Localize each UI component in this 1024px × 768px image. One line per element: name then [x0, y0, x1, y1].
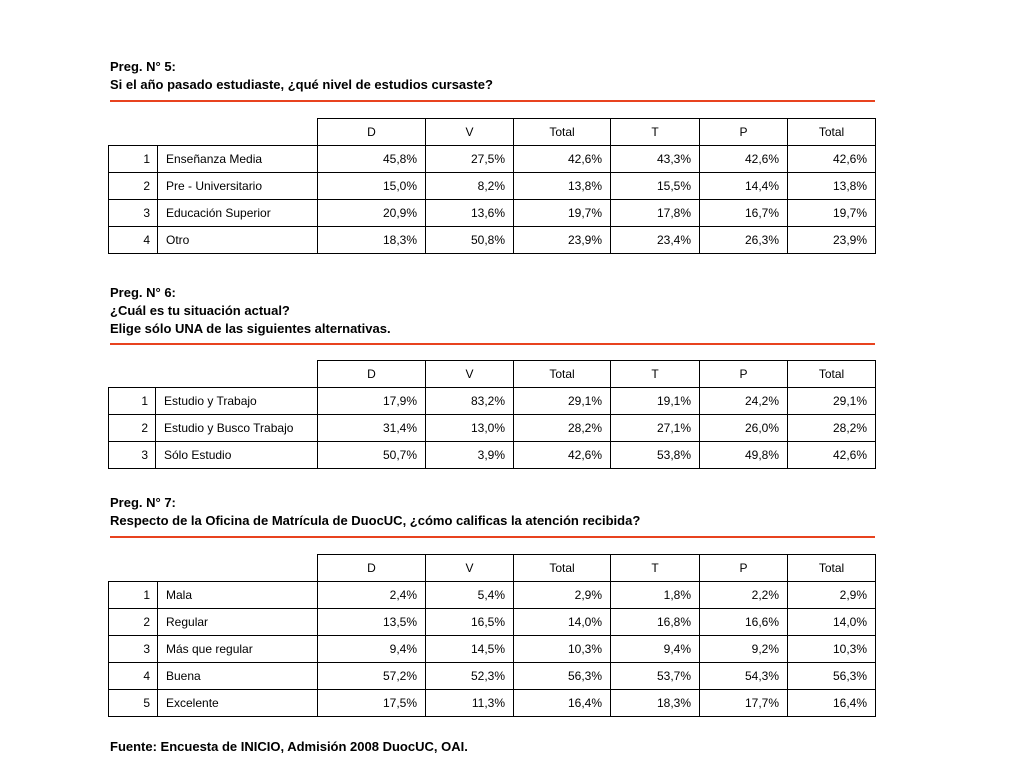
q6-col-header: Total [788, 361, 876, 388]
table-cell: 17,8% [611, 200, 700, 227]
table-cell: 13,5% [318, 609, 426, 636]
table-cell: 16,4% [514, 690, 611, 717]
q5-col-header: Total [514, 119, 611, 146]
table-row [109, 388, 876, 415]
table-cell: 56,3% [788, 663, 876, 690]
table-cell: 49,8% [700, 442, 788, 469]
row-label: Pre - Universitario [158, 173, 318, 200]
table-cell: 23,9% [514, 227, 611, 254]
table-cell: 10,3% [514, 636, 611, 663]
table-cell: 2,9% [788, 582, 876, 609]
q5-col-header: D [318, 119, 426, 146]
q6-header-blank [109, 361, 318, 388]
q6-col-header: Total [514, 361, 611, 388]
table-cell: 56,3% [514, 663, 611, 690]
table-cell: 13,6% [426, 200, 514, 227]
q6-rule [110, 343, 875, 345]
table-cell: 27,1% [611, 415, 700, 442]
q5-rule [110, 100, 875, 102]
table-row [109, 227, 876, 254]
table-cell: 16,6% [700, 609, 788, 636]
table-cell: 2,2% [700, 582, 788, 609]
q6-title-line1: Preg. N° 6: [110, 285, 176, 300]
table-cell: 14,5% [426, 636, 514, 663]
table-cell: 14,0% [788, 609, 876, 636]
row-label: Estudio y Busco Trabajo [156, 415, 318, 442]
table-cell: 5,4% [426, 582, 514, 609]
table-cell: 52,3% [426, 663, 514, 690]
q6-title-line2: ¿Cuál es tu situación actual? [110, 303, 290, 318]
q7-header-row [109, 555, 876, 582]
table-cell: 19,7% [514, 200, 611, 227]
table-cell: 53,8% [611, 442, 700, 469]
table-cell: 10,3% [788, 636, 876, 663]
table-cell: 17,5% [318, 690, 426, 717]
table-cell: 42,6% [514, 442, 611, 469]
table-cell: 18,3% [318, 227, 426, 254]
row-number: 4 [109, 663, 158, 690]
row-label: Estudio y Trabajo [156, 388, 318, 415]
row-label: Regular [158, 609, 318, 636]
row-label: Buena [158, 663, 318, 690]
q5-header-row [109, 119, 876, 146]
table-row [109, 173, 876, 200]
table-cell: 83,2% [426, 388, 514, 415]
table-cell: 24,2% [700, 388, 788, 415]
q6-title-line3: Elige sólo UNA de las siguientes alternativas. [110, 321, 391, 336]
q5-table [108, 118, 876, 254]
table-cell: 26,0% [700, 415, 788, 442]
row-number: 3 [109, 442, 156, 469]
table-cell: 11,3% [426, 690, 514, 717]
row-label: Otro [158, 227, 318, 254]
table-cell: 15,5% [611, 173, 700, 200]
table-cell: 9,4% [611, 636, 700, 663]
q6-title [110, 284, 391, 338]
table-cell: 53,7% [611, 663, 700, 690]
row-number: 5 [109, 690, 158, 717]
table-cell: 29,1% [788, 388, 876, 415]
table-row [109, 415, 876, 442]
row-number: 3 [109, 636, 158, 663]
table-row [109, 609, 876, 636]
table-cell: 17,7% [700, 690, 788, 717]
table-cell: 17,9% [318, 388, 426, 415]
q7-rule [110, 536, 875, 538]
table-cell: 3,9% [426, 442, 514, 469]
table-cell: 14,4% [700, 173, 788, 200]
table-cell: 45,8% [318, 146, 426, 173]
q6-col-header: V [426, 361, 514, 388]
table-cell: 15,0% [318, 173, 426, 200]
q6-col-header: D [318, 361, 426, 388]
q6-table [108, 360, 876, 469]
q7-table [108, 554, 876, 717]
table-cell: 50,8% [426, 227, 514, 254]
row-label: Educación Superior [158, 200, 318, 227]
table-row [109, 200, 876, 227]
table-cell: 13,8% [514, 173, 611, 200]
table-cell: 27,5% [426, 146, 514, 173]
q7-col-header: V [426, 555, 514, 582]
table-cell: 18,3% [611, 690, 700, 717]
q5-header-blank [109, 119, 318, 146]
table-cell: 13,8% [788, 173, 876, 200]
row-label: Más que regular [158, 636, 318, 663]
q7-col-header: Total [514, 555, 611, 582]
table-cell: 2,9% [514, 582, 611, 609]
q7-title-line2: Respecto de la Oficina de Matrícula de DuocUC, ¿cómo calificas la atención recibida? [110, 513, 641, 528]
table-cell: 31,4% [318, 415, 426, 442]
table-cell: 19,1% [611, 388, 700, 415]
q7-col-header: Total [788, 555, 876, 582]
q6-col-header: P [700, 361, 788, 388]
table-cell: 9,2% [700, 636, 788, 663]
q7-title [110, 494, 640, 530]
table-cell: 43,3% [611, 146, 700, 173]
row-number: 2 [109, 609, 158, 636]
q5-title-line2: Si el año pasado estudiaste, ¿qué nivel de estudios cursaste? [110, 77, 493, 92]
row-number: 1 [109, 388, 156, 415]
table-cell: 16,7% [700, 200, 788, 227]
table-cell: 28,2% [788, 415, 876, 442]
row-number: 4 [109, 227, 158, 254]
q5-title-line1: Preg. N° 5: [110, 59, 176, 74]
source-footnote: Fuente: Encuesta de INICIO, Admisión 2008 DuocUC, OAI. [110, 739, 468, 754]
table-cell: 13,0% [426, 415, 514, 442]
row-label: Excelente [158, 690, 318, 717]
q5-col-header: T [611, 119, 700, 146]
table-cell: 1,8% [611, 582, 700, 609]
q7-col-header: T [611, 555, 700, 582]
q7-col-header: P [700, 555, 788, 582]
table-cell: 8,2% [426, 173, 514, 200]
row-number: 1 [109, 146, 158, 173]
table-row [109, 663, 876, 690]
q6-header-row [109, 361, 876, 388]
table-cell: 9,4% [318, 636, 426, 663]
q5-col-header: Total [788, 119, 876, 146]
row-label: Mala [158, 582, 318, 609]
q7-title-line1: Preg. N° 7: [110, 495, 176, 510]
table-cell: 42,6% [514, 146, 611, 173]
table-cell: 28,2% [514, 415, 611, 442]
q7-header-blank [109, 555, 318, 582]
q5-col-header: V [426, 119, 514, 146]
table-cell: 2,4% [318, 582, 426, 609]
table-cell: 23,4% [611, 227, 700, 254]
table-cell: 20,9% [318, 200, 426, 227]
table-row [109, 690, 876, 717]
q5-title [110, 58, 493, 94]
row-label: Enseñanza Media [158, 146, 318, 173]
table-cell: 16,5% [426, 609, 514, 636]
table-cell: 26,3% [700, 227, 788, 254]
q5-col-header: P [700, 119, 788, 146]
table-cell: 42,6% [788, 146, 876, 173]
table-row [109, 442, 876, 469]
q7-col-header: D [318, 555, 426, 582]
table-cell: 42,6% [700, 146, 788, 173]
table-row [109, 146, 876, 173]
table-row [109, 636, 876, 663]
row-number: 2 [109, 415, 156, 442]
table-cell: 54,3% [700, 663, 788, 690]
row-number: 2 [109, 173, 158, 200]
row-number: 3 [109, 200, 158, 227]
table-cell: 19,7% [788, 200, 876, 227]
row-label: Sólo Estudio [156, 442, 318, 469]
table-cell: 14,0% [514, 609, 611, 636]
table-row [109, 582, 876, 609]
table-cell: 16,4% [788, 690, 876, 717]
table-cell: 50,7% [318, 442, 426, 469]
table-cell: 16,8% [611, 609, 700, 636]
table-cell: 42,6% [788, 442, 876, 469]
q6-col-header: T [611, 361, 700, 388]
table-cell: 57,2% [318, 663, 426, 690]
table-cell: 29,1% [514, 388, 611, 415]
row-number: 1 [109, 582, 158, 609]
table-cell: 23,9% [788, 227, 876, 254]
